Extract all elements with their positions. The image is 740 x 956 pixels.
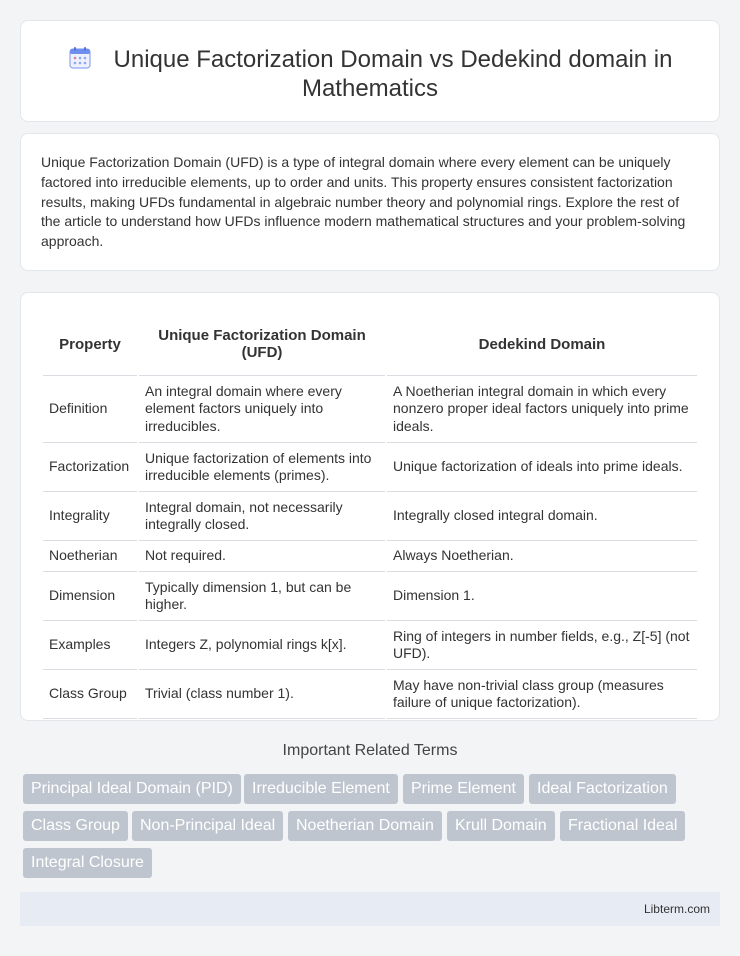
tag-non-principal-ideal[interactable]: Non-Principal Ideal <box>132 811 283 841</box>
tag-class-group[interactable]: Class Group <box>23 811 128 841</box>
tag-ideal-factorization[interactable]: Ideal Factorization <box>529 774 676 804</box>
header-ufd: Unique Factorization Domain (UFD) <box>139 313 385 376</box>
row-ufd-value: Trivial (class number 1). <box>139 670 385 719</box>
row-dedekind-value: Unique factorization of ideals into prime ideals. <box>387 443 697 492</box>
row-ufd-value: An integral domain where every element factors uniquely into irreducibles. <box>139 376 385 443</box>
intro-paragraph: Unique Factorization Domain (UFD) is a type of integral domain where every element can be uniquely factored into irreducible elements, up to order and units. This property ensures consistent factorization results, making UFDs fundamental in algebraic number theory and polynomial rings. Explore the rest of the article to understand how UFDs influence modern mathematical structures and your problem-solving approach. <box>41 154 686 250</box>
row-property: Class Group <box>43 670 137 719</box>
tag-noetherian-domain[interactable]: Noetherian Domain <box>288 811 442 841</box>
tag-fractional-ideal[interactable]: Fractional Ideal <box>560 811 685 841</box>
tag-integral-closure[interactable]: Integral Closure <box>23 848 152 878</box>
row-property: Examples <box>43 621 137 670</box>
row-property: Dimension <box>43 572 137 621</box>
tag-pid[interactable]: Principal Ideal Domain (PID) <box>23 774 241 804</box>
header-property: Property <box>43 313 137 376</box>
table-row <box>43 443 697 492</box>
header-card <box>20 20 720 122</box>
table-row <box>43 376 697 443</box>
calendar-icon <box>68 46 92 70</box>
table-row <box>43 541 697 572</box>
row-ufd-value: Typically dimension 1, but can be higher. <box>139 572 385 621</box>
footer-site-link[interactable]: Libterm.com <box>643 902 710 916</box>
comparison-table <box>41 313 699 719</box>
footer-bar <box>20 892 720 926</box>
row-dedekind-value: Dimension 1. <box>387 572 697 621</box>
comparison-card <box>20 292 720 721</box>
row-ufd-value: Not required. <box>139 541 385 572</box>
tag-irreducible-element[interactable]: Irreducible Element <box>244 774 398 804</box>
tag-prime-element[interactable]: Prime Element <box>403 774 524 804</box>
row-ufd-value: Unique factorization of elements into irreducible elements (primes). <box>139 443 385 492</box>
header-dedekind: Dedekind Domain <box>387 313 697 376</box>
row-property: Factorization <box>43 443 137 492</box>
table-row <box>43 492 697 541</box>
row-property: Integrality <box>43 492 137 541</box>
table-row <box>43 670 697 719</box>
row-dedekind-value: May have non-trivial class group (measures failure of unique factorization). <box>387 670 697 719</box>
row-dedekind-value: Always Noetherian. <box>387 541 697 572</box>
page-title <box>21 45 719 103</box>
title-text-1: Unique Factorization Domain vs Dedekind domain in <box>113 46 673 73</box>
row-dedekind-value: Integrally closed integral domain. <box>387 492 697 541</box>
row-dedekind-value: A Noetherian integral domain in which every nonzero proper ideal factors uniquely into prime ideals. <box>387 376 697 443</box>
intro-card <box>20 133 720 271</box>
row-property: Definition <box>43 376 137 443</box>
related-terms-title: Important Related Terms <box>282 742 458 759</box>
table-row <box>43 572 697 621</box>
row-dedekind-value: Ring of integers in number fields, e.g., Z[-5] (not UFD). <box>387 621 697 670</box>
table-header-row <box>43 313 697 376</box>
row-ufd-value: Integers Z, polynomial rings k[x]. <box>139 621 385 670</box>
title-line-2: Mathematics <box>301 75 439 102</box>
row-property: Noetherian <box>43 541 137 572</box>
tag-krull-domain[interactable]: Krull Domain <box>447 811 555 841</box>
title-line-1 <box>21 45 719 74</box>
row-ufd-value: Integral domain, not necessarily integrally closed. <box>139 492 385 541</box>
table-row <box>43 621 697 670</box>
